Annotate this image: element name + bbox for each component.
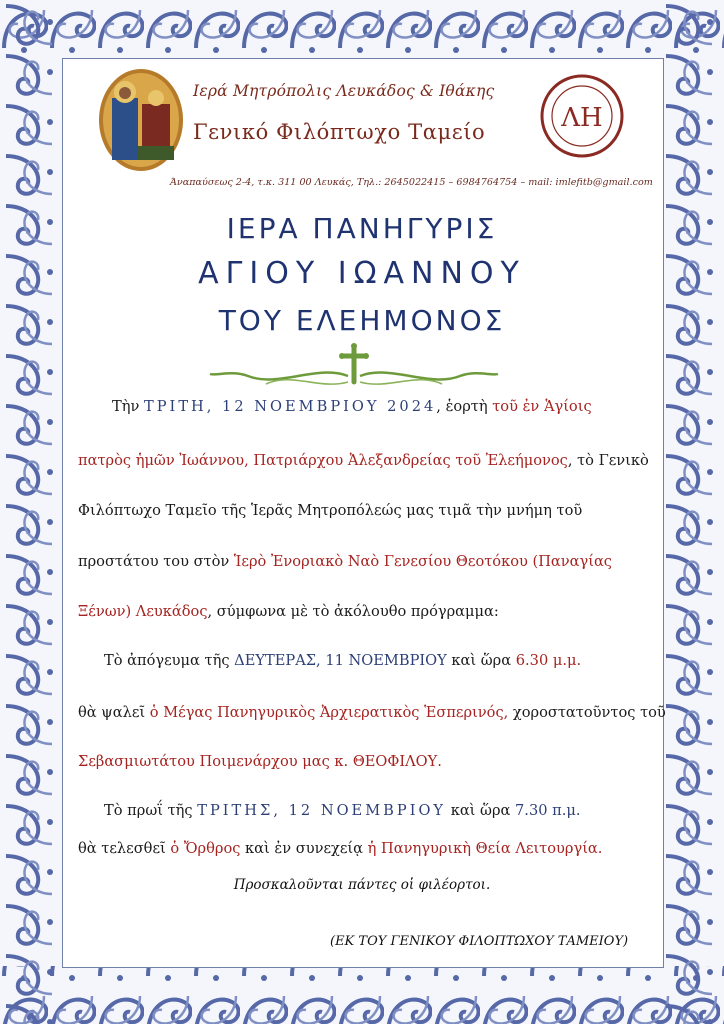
title-line-3: ΤΟΥ ΕΛΕΗΜΟΝΟΣ bbox=[218, 304, 506, 337]
paragraph-line: θὰ ψαλεῖ ὁ Μέγας Πανηγυρικὸς Ἀρχιερατικὸς Ἑσπερινός, χοροστατοῦντος τοῦ bbox=[78, 704, 666, 721]
paragraph-line: Σεβασμιωτάτου Ποιμενάρχου μας κ. ΘΕΟΦΙΛΟΥ. bbox=[78, 753, 442, 770]
paragraph-line: προστάτου του στὸν Ἱερὸ Ἐνοριακὸ Ναὸ Γενεσίου Θεοτόκου (Παναγίας bbox=[78, 553, 612, 570]
vespers-time: 6.30 μ.μ. bbox=[515, 652, 582, 669]
liturgy-date: ΤΡΙΤΗΣ, 12 ΝΟΕΜΒΡΙΟΥ bbox=[197, 802, 447, 819]
invitation-line: Προσκαλοῦνται πάντες οἱ φιλέορτοι. bbox=[233, 877, 491, 893]
svg-text:ΛΗ: ΛΗ bbox=[561, 103, 603, 133]
paragraph-line: Ξένων) Λευκάδος, σύμφωνα μὲ τὸ ἀκόλουθο πρόγραμμα: bbox=[78, 603, 499, 620]
cross-ornament-icon bbox=[208, 342, 500, 392]
metropolis-name: Ιερά Μητρόπολις Λευκάδος & Ιθάκης bbox=[193, 82, 495, 100]
contact-info: Άναπαύσεως 2-4, τ.κ. 311 00 Λευκάς, Τηλ.: 2645022415 – 6984764754 – mail: imlefitb@gmail.com bbox=[170, 177, 653, 188]
saint-icon bbox=[98, 68, 184, 172]
metropolis-seal-icon bbox=[540, 74, 624, 158]
paragraph-line: Τὸ πρωΐ τῆς ΤΡΙΤΗΣ, 12 ΝΟΕΜΒΡΙΟΥ καὶ ὥρα 7.30 π.μ. bbox=[104, 802, 581, 819]
paragraph-line: πατρὸς ἡμῶν Ἰωάννου, Πατριάρχου Ἀλεξανδρείας τοῦ Ἐλεήμονος, τὸ Γενικὸ bbox=[78, 452, 649, 469]
footer-signature: (ΕΚ ΤΟΥ ΓΕΝΙΚΟΥ ΦΙΛΟΠΤΩΧΟΥ ΤΑΜΕΙΟΥ) bbox=[330, 934, 629, 949]
feast-date: ΤΡΙΤΗ, 12 ΝΟΕΜΒΡΙΟΥ 2024 bbox=[144, 398, 437, 415]
title-line-2: ΑΓΙΟΥ ΙΩΑΝΝΟΥ bbox=[198, 256, 526, 291]
paragraph-line: Τὴν ΤΡΙΤΗ, 12 ΝΟΕΜΒΡΙΟΥ 2024, ἑορτὴ τοῦ ἐν Ἁγίοις bbox=[112, 398, 592, 415]
liturgy-time: 7.30 π.μ. bbox=[515, 802, 581, 819]
paragraph-line: θὰ τελεσθεῖ ὁ Ὄρθρος καὶ ἐν συνεχείᾳ ἡ Πανηγυρικὴ Θεία Λειτουργία. bbox=[78, 840, 603, 857]
paragraph-line: Φιλόπτωχο Ταμεῖο τῆς Ἱερᾶς Μητροπόλεώς μας τιμᾶ τὴν μνήμη τοῦ bbox=[78, 502, 583, 519]
vespers-date: ΔΕΥΤΕΡΑΣ, 11 ΝΟΕΜΒΡΙΟΥ bbox=[234, 652, 447, 669]
fund-name: Γενικό Φιλόπτωχο Ταμείο bbox=[193, 120, 486, 144]
paragraph-line: Τὸ ἀπόγευμα τῆς ΔΕΥΤΕΡΑΣ, 11 ΝΟΕΜΒΡΙΟΥ καὶ ὥρα 6.30 μ.μ. bbox=[104, 652, 582, 669]
title-line-1: ΙΕΡΑ ΠΑΝΗΓΥΡΙΣ bbox=[226, 212, 498, 245]
letterhead bbox=[98, 68, 653, 198]
